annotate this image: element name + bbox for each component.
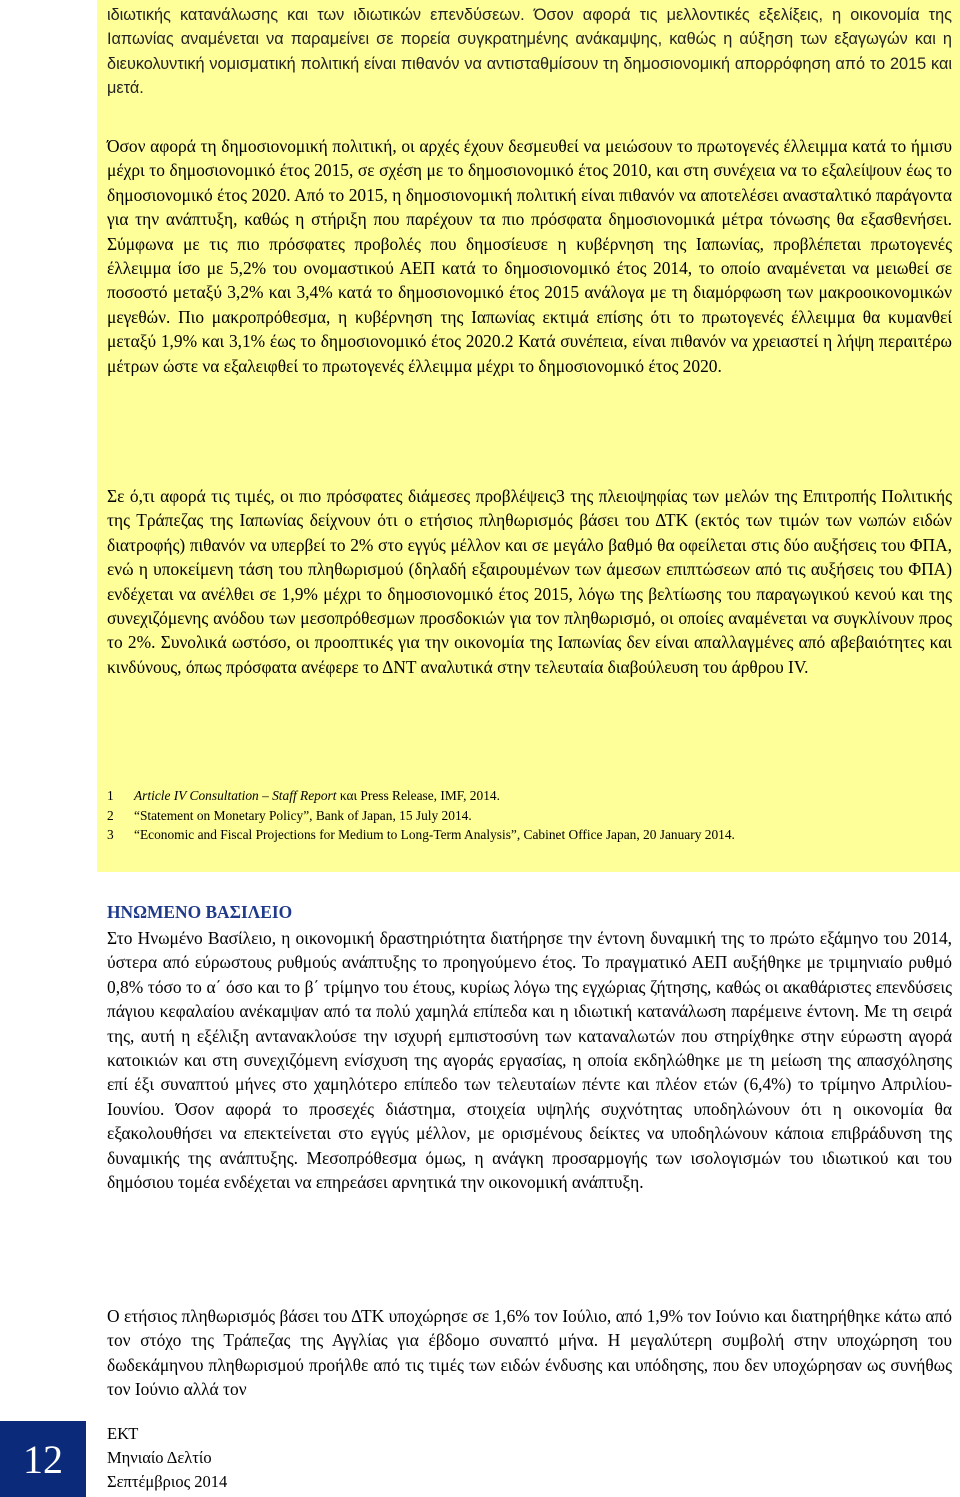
footer-publication [107,1422,227,1494]
japan-paragraph-fiscal: Όσον αφορά τη δημοσιονομική πολιτική, οι αρχές έχουν δεσμευθεί να μειώσουν το πρωτογενές έλλειμμα κατά το ήμισυ μέχρι το δημοσιονομικό έτος 2015, σε σχέση με το δημοσιονομικό έτος 2010, και στη συνέχεια να το εξαλείψουν έως το δημοσιονομικό έτος 2020. Από το 2015, η δημοσιονομική πολιτική είναι πιθανόν να αποτελέσει ανασταλτικό παράγοντα για την ανάπτυξη, καθώς η στήριξη που παρέχουν τα πιο πρόσφατα δημοσιονομικά μέτρα τόνωσης θα εξασθενήσει. Σύμφωνα με τις πιο πρόσφατες προβολές που δημοσίευσε η κυβέρνηση της Ιαπωνίας, προβλέπεται πρωτογενές έλλειμμα ίσο με 5,2% του ονομαστικού ΑΕΠ κατά το δημοσιονομικό έτος 2014, το οποίο αναμένεται να μειωθεί σε ποσοστό μεταξύ 3,2% και 3,4% κατά το δημοσιονομικό έτος 2015 ανάλογα με τη διαμόρφωση των μακροοικονομικών μεγεθών. Πιο μακροπρόθεσμα, η κυβέρνηση της Ιαπωνίας εκτιμά επίσης ότι το πρωτογενές έλλειμμα θα κυμανθεί μεταξύ 1,9% και 3,1% έως το δημοσιονομικό έτος 2020.2 Κατά συνέπεια, είναι πιθανόν να χρειαστεί η λήψη περαιτέρω μέτρων ώστε να εξαλειφθεί το πρωτογενές έλλειμμα μέχρι το δημοσιονομικό έτος 2020. [107,136,952,376]
footnote-1: 1 Article IV Consultation – Staff Report και Press Release, IMF, 2014. [107,788,500,803]
footnote-2: 2 “Statement on Monetary Policy”, Bank of Japan, 15 July 2014. [107,807,472,823]
highlight-box [97,0,960,872]
section-heading-uk: ΗΝΩΜΕΝΟ ΒΑΣΙΛΕΙΟ [107,902,293,922]
page-number: 12 [0,1421,86,1497]
japan-paragraph-prices: Σε ό,τι αφορά τις τιμές, οι πιο πρόσφατες διάμεσες προβλέψεις3 της πλειοψηφίας των μελών της Επιτροπής Πολιτικής της Τράπεζας της Ιαπωνίας δείχνουν ότι ο ετήσιος πληθωρισμός βάσει του ΔΤΚ (εκτός των τιμών των νωπών ειδών διατροφής) πιθανόν να υπερβεί το 2% στο εγγύς μέλλον και σε μεγάλο βαθμό θα οφείλεται στις δύο αυξήσεις του ΦΠΑ, ενώ η υποκείμενη τάση του πληθωρισμού (δηλαδή εξαιρουμένων των άμεσων επιπτώσεων από τις αυξήσεις του ΦΠΑ) ενδέχεται να ανέλθει σε 1,9% μέχρι το δημοσιονομικό έτος 2015, λόγω της βελτίωσης του παραγωγικού κενού και της συνεχιζόμενης ανόδου των μεσοπρόθεσμων προσδοκιών για τον πληθωρισμό, οι οποίες αναμένεται να συγκλίνουν προς το 2%. Συνολικά ωστόσο, οι προοπτικές για την οικονομία της Ιαπωνίας δεν είναι απαλλαγμένες από αβεβαιότητες και κινδύνους, όπως πρόσφατα ανέφερε το ΔΝΤ αναλυτικά στην τελευταία διαβούλευση του άρθρου IV. [107,486,952,677]
footnotes [107,786,952,845]
footer-line-bulletin: Μηνιαίο Δελτίο [107,1448,212,1467]
uk-paragraph-1: Στο Ηνωμένο Βασίλειο, η οικονομική δραστηριότητα διατήρησε την έντονη δυναμική της το πρώτο εξάμηνο του 2014, ύστερα από εύρωστους ρυθμούς ανάπτυξης το προηγούμενο έτος. Το πραγματικό ΑΕΠ αυξήθηκε με τριμηνιαίο ρυθμό 0,8% τόσο το α΄ όσο και το β΄ τρίμηνο του έτους, κυρίως λόγω της εγχώριας ζήτησης, καθώς οι ακαθάριστες επενδύσεις πάγιου κεφαλαίου ανέκαμψαν από τα πολύ χαμηλά επίπεδα και η ιδιωτική κατανάλωση παρέμεινε έντονη. Με τη σειρά της, αυτή η εξέλιξη αντανακλούσε την ισχυρή εμπιστοσύνη των καταναλωτών που στηρίχθηκε στην εύρωστη αγορά κατοικιών και στη συνεχιζόμενη ενίσχυση της αγοράς εργασίας, η οποία εκδηλώθηκε με τη μείωση της απασχόλησης επί έξι συναπτού μήνες στο χαμηλότερο επίπεδο των τελευταίων πέντε και πλέον ετών (6,4%) το τρίμηνο Απριλίου-Ιουνίου. Όσον αφορά το προσεχές διάστημα, στοιχεία υψηλής συχνότητας υποδηλώνουν ότι η οικονομία θα εξακολουθήσει να επεκτείνεται στο εγγύς μέλλον, με ορισμένους δείκτες να υποδηλώνουν κάποια επιβράδυνση της δυναμικής της ανάπτυξης. Μεσοπρόθεσμα όμως, η ανάγκη προσαρμογής των ισολογισμών του ιδιωτικού και του δημόσιου τομέα ενδέχεται να επηρεάσει αρνητικά την οικονομική ανάπτυξη. [107,928,952,1193]
footnote-3: 3 “Economic and Fiscal Projections for Medium to Long-Term Analysis”, Cabinet Office Japan, 20 January 2014. [107,827,735,842]
uk-paragraph-2: Ο ετήσιος πληθωρισμός βάσει του ΔΤΚ υποχώρησε σε 1,6% τον Ιούλιο, από 1,9% τον Ιούνιο και διατηρήθηκε κάτω από τον στόχο της Τράπεζας της Αγγλίας για έβδομο συναπτό μήνα. Η μεγαλύτερη συμβολή στην υποχώρηση του δωδεκάμηνου πληθωρισμού προήλθε από τις τιμές των ειδών ένδυσης και υπόδησης, που δεν υποχώρησαν ως συνήθως τον Ιούνιο αλλά τον [107,1306,952,1400]
footer-line-date: Σεπτέμβριος 2014 [107,1472,228,1491]
footer-line-ecb: ΕΚΤ [107,1424,139,1443]
japan-paragraph-1: ιδιωτικής κατανάλωσης και των ιδιωτικών επενδύσεων. Όσον αφορά τις μελλοντικές εξελίξεις, η οικονομία της Ιαπωνίας αναμένεται να παραμείνει σε πορεία συγκρατημένης ανάκαμψης, καθώς η αύξηση των εξαγωγών και η διευκολυντική νομισματική πολιτική είναι πιθανόν να αντισταθμίσουν τη δημοσιονομική απορρόφηση από το 2015 και μετά. [107,6,952,98]
